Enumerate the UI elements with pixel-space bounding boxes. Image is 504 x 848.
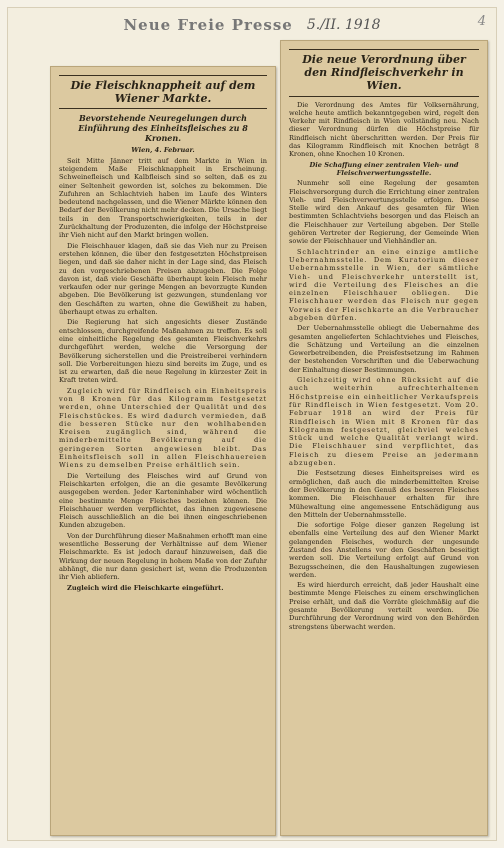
left-paragraph-3: Die Regierung hat sich angesichts dieser Zustände entschlossen, durchgreifende Maßnahmen zu treffen. Es soll eine einheitliche Regelung des gesamten Fleischverkehrs durchgeführt werden, welche die Versorgung der Bevölkerung sicherstellen und die Preistreiberei verhindern soll. Die Vorbereitungen hiezu sind bereits im Zuge, und es ist zu erwarten, daß die neue Regelung in kürzester Zeit in Kraft treten wird. bbox=[59, 318, 267, 385]
page-mark: 4 bbox=[477, 14, 486, 29]
right-paragraph-2: Nunmehr soll eine Regelung der gesamten Fleischversorgung durch die Errichtung einer zentralen Vieh- und Fleischverwertungsstelle erfolgen. Diese Stelle wird den Ankauf des gesamten für Wien bestimmten Schlachtviehs besorgen und das Fleisch an die Fleischhauer zur Verteilung abgeben. Der Stelle gehören Vertreter der Regierung, der Gemeinde Wien sowie der Fleischhauer und Viehhändler an. bbox=[289, 179, 479, 246]
right-paragraph-5: Gleichzeitig wird ohne Rücksicht auf die auch weiterhin aufrechterhaltenen Höchstpreise ein einheitlicher Verkaufspreis für Rindfleisch in Wien festgesetzt. Vom 20. Februar 1918 an wird der Preis für Rindfleisch in Wien mit 8 Kronen für das Kilogramm festgesetzt, gleichviel welches Stück und welche Qualität verlangt wird. Die Fleischhauer sind verpflichtet, das Fleisch zu diesem Preise an jedermann abzugeben. bbox=[289, 376, 479, 468]
left-closing: Zugleich wird die Fleischkarte eingeführt. bbox=[67, 583, 224, 592]
archive-sheet bbox=[8, 8, 496, 840]
left-paragraph-5: Die Verteilung des Fleisches wird auf Grund von Fleischkarten erfolgen, die an die gesamte Bevölkerung ausgegeben werden. Jeder Karteninhaber wird wöchentlich eine bestimmte Menge Fleisches beziehen können. Die Fleischhauer werden verpflichtet, das ihnen zugewiesene Fleisch ausschließlich an die bei ihnen eingeschriebenen Kunden abzugeben. bbox=[59, 471, 267, 530]
clipping-left bbox=[50, 66, 276, 836]
right-paragraph-7: Die sofortige Folge dieser ganzen Regelung ist ebenfalls eine Verteilung des auf den Wiener Markt gelangenden Fleisches, wodurch der ungesunde Zustand des Anstellens vor den Geschäften beseitigt werden soll. Die Verteilung erfolgt auf Grund von Bezugsscheinen, die den Haushaltungen zugewiesen werden. bbox=[289, 521, 479, 579]
left-article-title: Die Fleischknappheit auf dem Wiener Markte. bbox=[59, 75, 267, 109]
left-paragraph-4: Zugleich wird für Rindfleisch ein Einheitspreis von 8 Kronen für das Kilogramm festgesetzt werden, ohne Unterschied der Qualität und des Fleischstückes. Es wird dadurch vermieden, daß die besseren Stücke nur den wohlhabenden Kreisen zugänglich sind, während die minderbemittelte Bevölkerung auf die geringeren Sorten angewiesen bleibt. Das Einheitsfleisch soll in allen Fleischhauereien Wiens zu demselben Preise erhältlich sein. bbox=[59, 386, 267, 470]
left-article-subtitle: Bevorstehende Neuregelungen durch Einführung des Einheitsfleisches zu 8 Kronen. bbox=[78, 113, 248, 144]
newspaper-name: Neue Freie Presse bbox=[123, 16, 293, 34]
left-dateline: Wien, 4. Februar. bbox=[131, 146, 195, 155]
right-paragraph-1: Die Verordnung des Amtes für Volksernährung, welche heute amtlich bekanntgegeben wird, regelt den Verkehr mit Rindfleisch in Wien vollständig neu. Nach dieser Verordnung dürfen die Höchstpreise für Rindfleisch nicht überschritten werden. Der Preis für das Kilogramm Rindfleisch mit Knochen beträgt 8 Kronen, ohne Knochen 10 Kronen. bbox=[289, 100, 479, 159]
right-paragraph-6: Die Festsetzung dieses Einheitspreises wird es ermöglichen, daß auch die minderbemittelten Kreise der Bevölkerung in den Genuß des besseren Fleisches kommen. Die Fleischhauer erhalten für ihre Mühewaltung eine angemessene Entschädigung aus den Mitteln der Uebernahmsstelle. bbox=[289, 469, 479, 519]
left-paragraph-6: Von der Durchführung dieser Maßnahmen erhofft man eine wesentliche Besserung der Verhältnisse auf dem Wiener Fleischmarkte. Es ist jedoch darauf hinzuweisen, daß die Wirkung der neuen Regelung in hohem Maße von der Zufuhr abhängt, die nur dann gesichert ist, wenn die Produzenten ihr Vieh abliefern. bbox=[59, 531, 267, 582]
handwritten-date: 5./II. 1918 bbox=[306, 17, 381, 33]
right-paragraph-8: Es wird hierdurch erreicht, daß jeder Haushalt eine bestimmte Menge Fleisches zu einem erschwinglichen Preise erhält, und daß die Vorräte gleichmäßig auf die gesamte Bevölkerung verteilt werden. Die Durchführung der Verordnung wird von den Behörden strengstens überwacht werden. bbox=[289, 581, 479, 631]
left-paragraph-2: Die Fleischhauer klagen, daß sie das Vieh nur zu Preisen erstehen können, die über den festgesetzten Höchstpreisen liegen, und daß sie daher nicht in der Lage sind, das Fleisch zu den vorgeschriebenen Preisen abzugeben. Die Folge davon ist, daß viele Geschäfte überhaupt kein Fleisch mehr verkaufen oder nur geringe Mengen an bevorzugte Kunden abgeben. Die Bevölkerung ist gezwungen, stundenlang vor den Geschäften zu warten, ohne die Gewißheit zu haben, überhaupt etwas zu erhalten. bbox=[59, 241, 267, 317]
clipping-right bbox=[280, 40, 488, 836]
right-paragraph-4: Der Uebernahmsstelle obliegt die Uebernahme des gesamten angelieferten Schlachtviehes und Fleisches, die Schätzung und Verteilung an die einzelnen Gewerbetreibenden, die Preisfestsetzung im Rahmen der bestehenden Vorschriften und die Ueberwachung der Einhaltung dieser Bestimmungen. bbox=[289, 324, 479, 374]
masthead bbox=[8, 8, 496, 42]
right-article-title: Die neue Verordnung über den Rindfleischverkehr in Wien. bbox=[289, 49, 479, 97]
right-paragraph-3: Schlachtrinder an eine einzige amtliche Uebernahmsstelle. Dem Kuratorium dieser Uebernahmsstelle in Wien, der sämtliche Vieh- und Fleischverkehr unterstellt ist, wird die Verteilung des Fleisches an die einzelnen Fleischhauer obliegen. Die Fleischhauer werden das Fleisch nur gegen Vorweis der Fleischkarte an die Verbraucher abgeben dürfen. bbox=[289, 247, 479, 322]
right-subheading: Die Schaffung einer zentralen Vieh- und Fleischverwertungsstelle. bbox=[309, 160, 459, 177]
left-paragraph-1: Seit Mitte Jänner tritt auf dem Markte in Wien in steigendem Maße Fleischknappheit in Erscheinung. Schweinefleisch und Kalbfleisch sind so selten, daß es zu einer Seltenheit geworden ist, solches zu bekommen. Die Zufuhren an Schlachtvieh haben im Laufe des Winters bedeutend nachgelassen, und die Wiener Märkte können den Bedarf der Bevölkerung nicht mehr decken. Die Ursache liegt teils in den Transportschwierigkeiten, teils in der Zurückhaltung der Produzenten, die infolge der Höchstpreise ihr Vieh nicht auf den Markt bringen wollen. bbox=[59, 156, 267, 240]
